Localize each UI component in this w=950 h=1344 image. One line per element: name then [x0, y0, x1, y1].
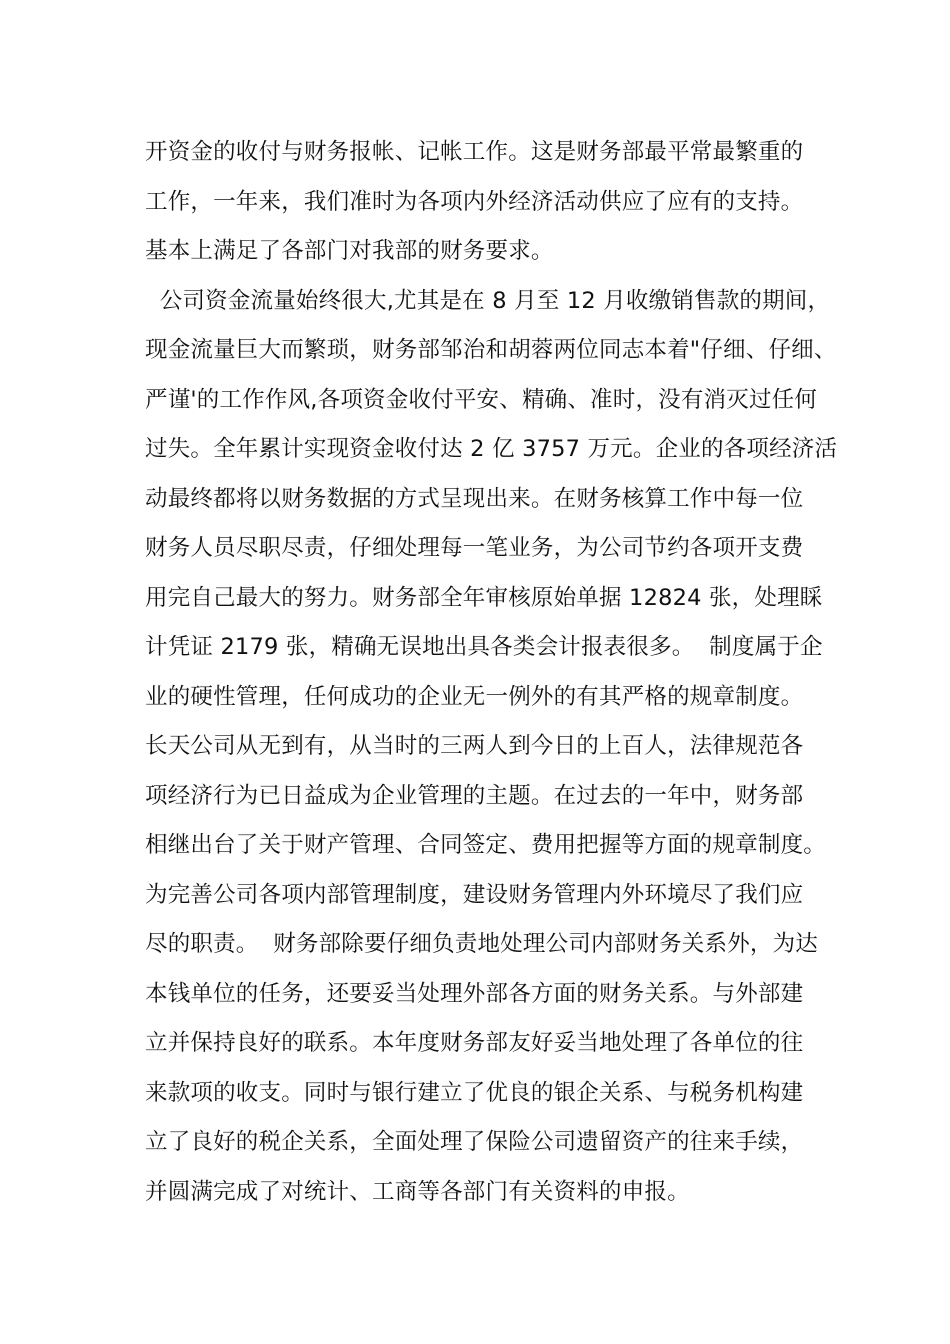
text-line: 相继出台了关于财产管理、合同签定、费用把握等方面的规章制度。	[145, 832, 827, 858]
text-line: 立了良好的税企关系，全面处理了保险公司遗留资产的往来手续，	[145, 1129, 804, 1155]
text-line: 基本上满足了各部门对我部的财务要求。	[145, 238, 554, 264]
text-line: 长天公司从无到有，从当时的三两人到今日的上百人，法律规范各	[145, 733, 804, 759]
text-line: 并圆满完成了对统计、工商等各部门有关资料的申报。	[145, 1178, 690, 1205]
text-line: 现金流量巨大而繁琐，财务部邹治和胡蓉两位同志本着"仔细、仔细、	[145, 337, 837, 363]
text-line: 本钱单位的任务，还要妥当处理外部各方面的财务关系。与外部建	[145, 980, 804, 1007]
text-line: 用完自己最大的努力。财务部全年审核原始单据 12824 张，处理睬	[145, 584, 823, 611]
text-line: 尽的职责。 财务部除要仔细负责地处理公司内部财务关系外，为达	[145, 931, 819, 957]
text-line: 项经济行为已日益成为企业管理的主题。在过去的一年中，财务部	[145, 782, 804, 809]
text-line: 为完善公司各项内部管理制度，建设财务管理内外环境尽了我们应	[145, 881, 804, 908]
text-line: 来款项的收支。同时与银行建立了优良的银企关系、与税务机构建	[145, 1079, 804, 1106]
text-line: 业的硬性管理，任何成功的企业无一例外的有其严格的规章制度。	[145, 683, 804, 710]
text-line: 计凭证 2179 张，精确无误地出具各类会计报表很多。 制度属于企	[145, 634, 823, 660]
text-line: 过失。全年累计实现资金收付达 2 亿 3757 万元。企业的各项经济活	[145, 436, 838, 462]
text-line: 工作，一年来，我们准时为各项内外经济活动供应了应有的支持。	[145, 188, 804, 215]
text-line: 动最终都将以财务数据的方式呈现出来。在财务核算工作中每一位	[145, 485, 804, 512]
text-line: 严谨'的工作作风,各项资金收付平安、精确、准时，没有消灭过任何	[145, 386, 818, 413]
body-text	[145, 128, 838, 1217]
text-line: 财务人员尽职尽责，仔细处理每一笔业务，为公司节约各项开支费	[145, 535, 804, 561]
text-line: 立并保持良好的联系。本年度财务部友好妥当地处理了各单位的往	[145, 1030, 804, 1056]
text-line: 公司资金流量始终很大,尤其是在 8 月至 12 月收缴销售款的期间，	[145, 287, 831, 314]
text-line: 开资金的收付与财务报帐、记帐工作。这是财务部最平常最繁重的	[145, 139, 804, 165]
